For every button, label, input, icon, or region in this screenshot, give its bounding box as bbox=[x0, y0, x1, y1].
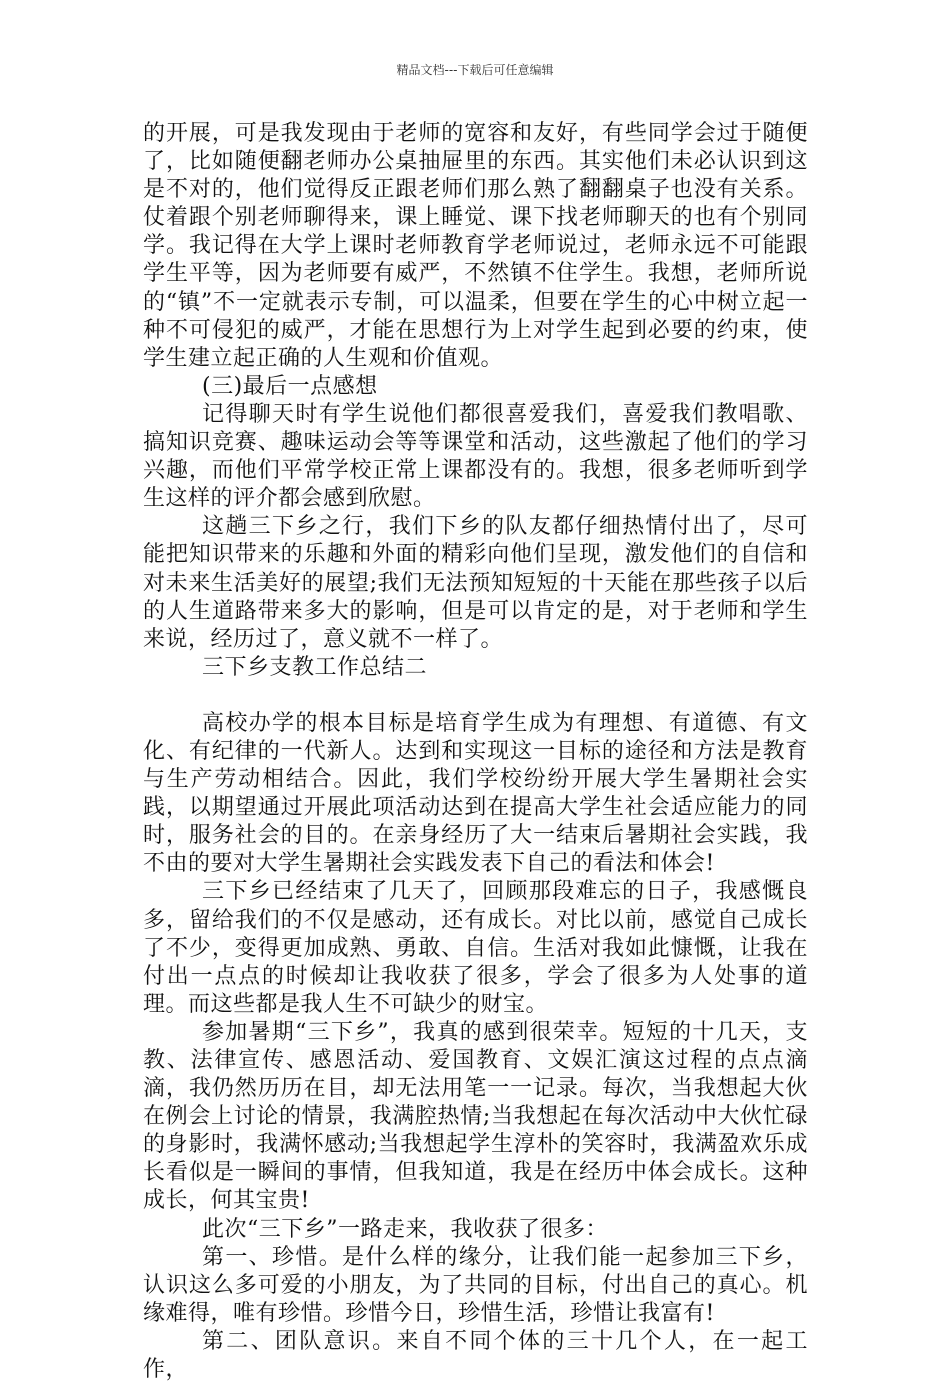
paragraph: 第一、珍惜。是什么样的缘分，让我们能一起参加三下乡，认识这么多可爱的小朋友，为了共同的目标，付出自己的真心。机缘难得，唯有珍惜。珍惜今日，珍惜生活，珍惜让我富有! bbox=[143, 1244, 808, 1326]
document-body bbox=[143, 120, 808, 1384]
paragraph: 记得聊天时有学生说他们都很喜爱我们，喜爱我们教唱歌、搞知识竞赛、趣味运动会等等课堂和活动，这些激起了他们的学习兴趣，而他们平常学校正常上课都没有的。我想，很多老师听到学生这样的评介都会感到欣慰。 bbox=[143, 401, 808, 512]
blank-line bbox=[143, 682, 808, 710]
paragraph: 三下乡已经结束了几天了，回顾那段难忘的日子，我感慨良多，留给我们的不仅是感动，还有成长。对比以前，感觉自己成长了不少，变得更加成熟、勇敢、自信。生活对我如此慷慨，让我在付出一点点的时候却让我收获了很多，学会了很多为人处事的道理。而这些都是我人生不可缺少的财宝。 bbox=[143, 879, 808, 1017]
paragraph: 此次“三下乡”一路走来，我收获了很多： bbox=[202, 1216, 608, 1242]
paragraph: 这趟三下乡之行，我们下乡的队友都仔细热情付出了，尽可能把知识带来的乐趣和外面的精彩向他们呈现，激发他们的自信和对未来生活美好的展望;我们无法预知短短的十天能在那些孩子以后的人生道路带来多大的影响，但是可以肯定的是，对于老师和学生来说，经历过了，意义就不一样了。 bbox=[143, 514, 808, 652]
document-title-summary-two: 三下乡支教工作总结二 bbox=[202, 654, 428, 680]
paragraph: 参加暑期“三下乡”，我真的感到很荣幸。短短的十几天，支教、法律宣传、感恩活动、爱国教育、文娱汇演这过程的点点滴滴，我仍然历历在目，却无法用笔一一记录。每次，当我想起大伙在例会上讨论的情景，我满腔热情;当我想起在每次活动中大伙忙碌的身影时，我满怀感动;当我想起学生淳朴的笑容时，我满盈欢乐成长看似是一瞬间的事情，但我知道，我是在经历中体会成长。这种成长，何其宝贵! bbox=[143, 1019, 808, 1214]
paragraph: 第二、团队意识。来自不同个体的三十几个人，在一起工作， bbox=[143, 1328, 808, 1383]
section-heading-final-thoughts: (三)最后一点感想 bbox=[202, 373, 378, 399]
paragraph-continuation: 的开展，可是我发现由于老师的宽容和友好，有些同学会过于随便了，比如随便翻老师办公桌抽屉里的东西。其实他们未必认识到这是不对的，他们觉得反正跟老师们那么熟了翻翻桌子也没有关系。仗着跟个别老师聊得来，课上睡觉、课下找老师聊天的也有个别同学。我记得在大学上课时老师教育学老师说过，老师永远不可能跟学生平等，因为老师要有威严，不然镇不住学生。我想，老师所说的“镇”不一定就表示专制，可以温柔，但要在学生的心中树立起一种不可侵犯的威严，才能在思想行为上对学生起到必要的约束，使学生建立起正确的人生观和价值观。 bbox=[143, 121, 808, 371]
paragraph: 高校办学的根本目标是培育学生成为有理想、有道德、有文化、有纪律的一代新人。达到和实现这一目标的途径和方法是教育与生产劳动相结合。因此，我们学校纷纷开展大学生暑期社会实践，以期望通过开展此项活动达到在提高大学生社会适应能力的同时，服务社会的目的。在亲身经历了大一结束后暑期社会实践，我不由的要对大学生暑期社会实践发表下自己的看法和体会! bbox=[143, 710, 808, 877]
page-header: 精品文档---下载后可任意编辑 bbox=[396, 63, 554, 77]
